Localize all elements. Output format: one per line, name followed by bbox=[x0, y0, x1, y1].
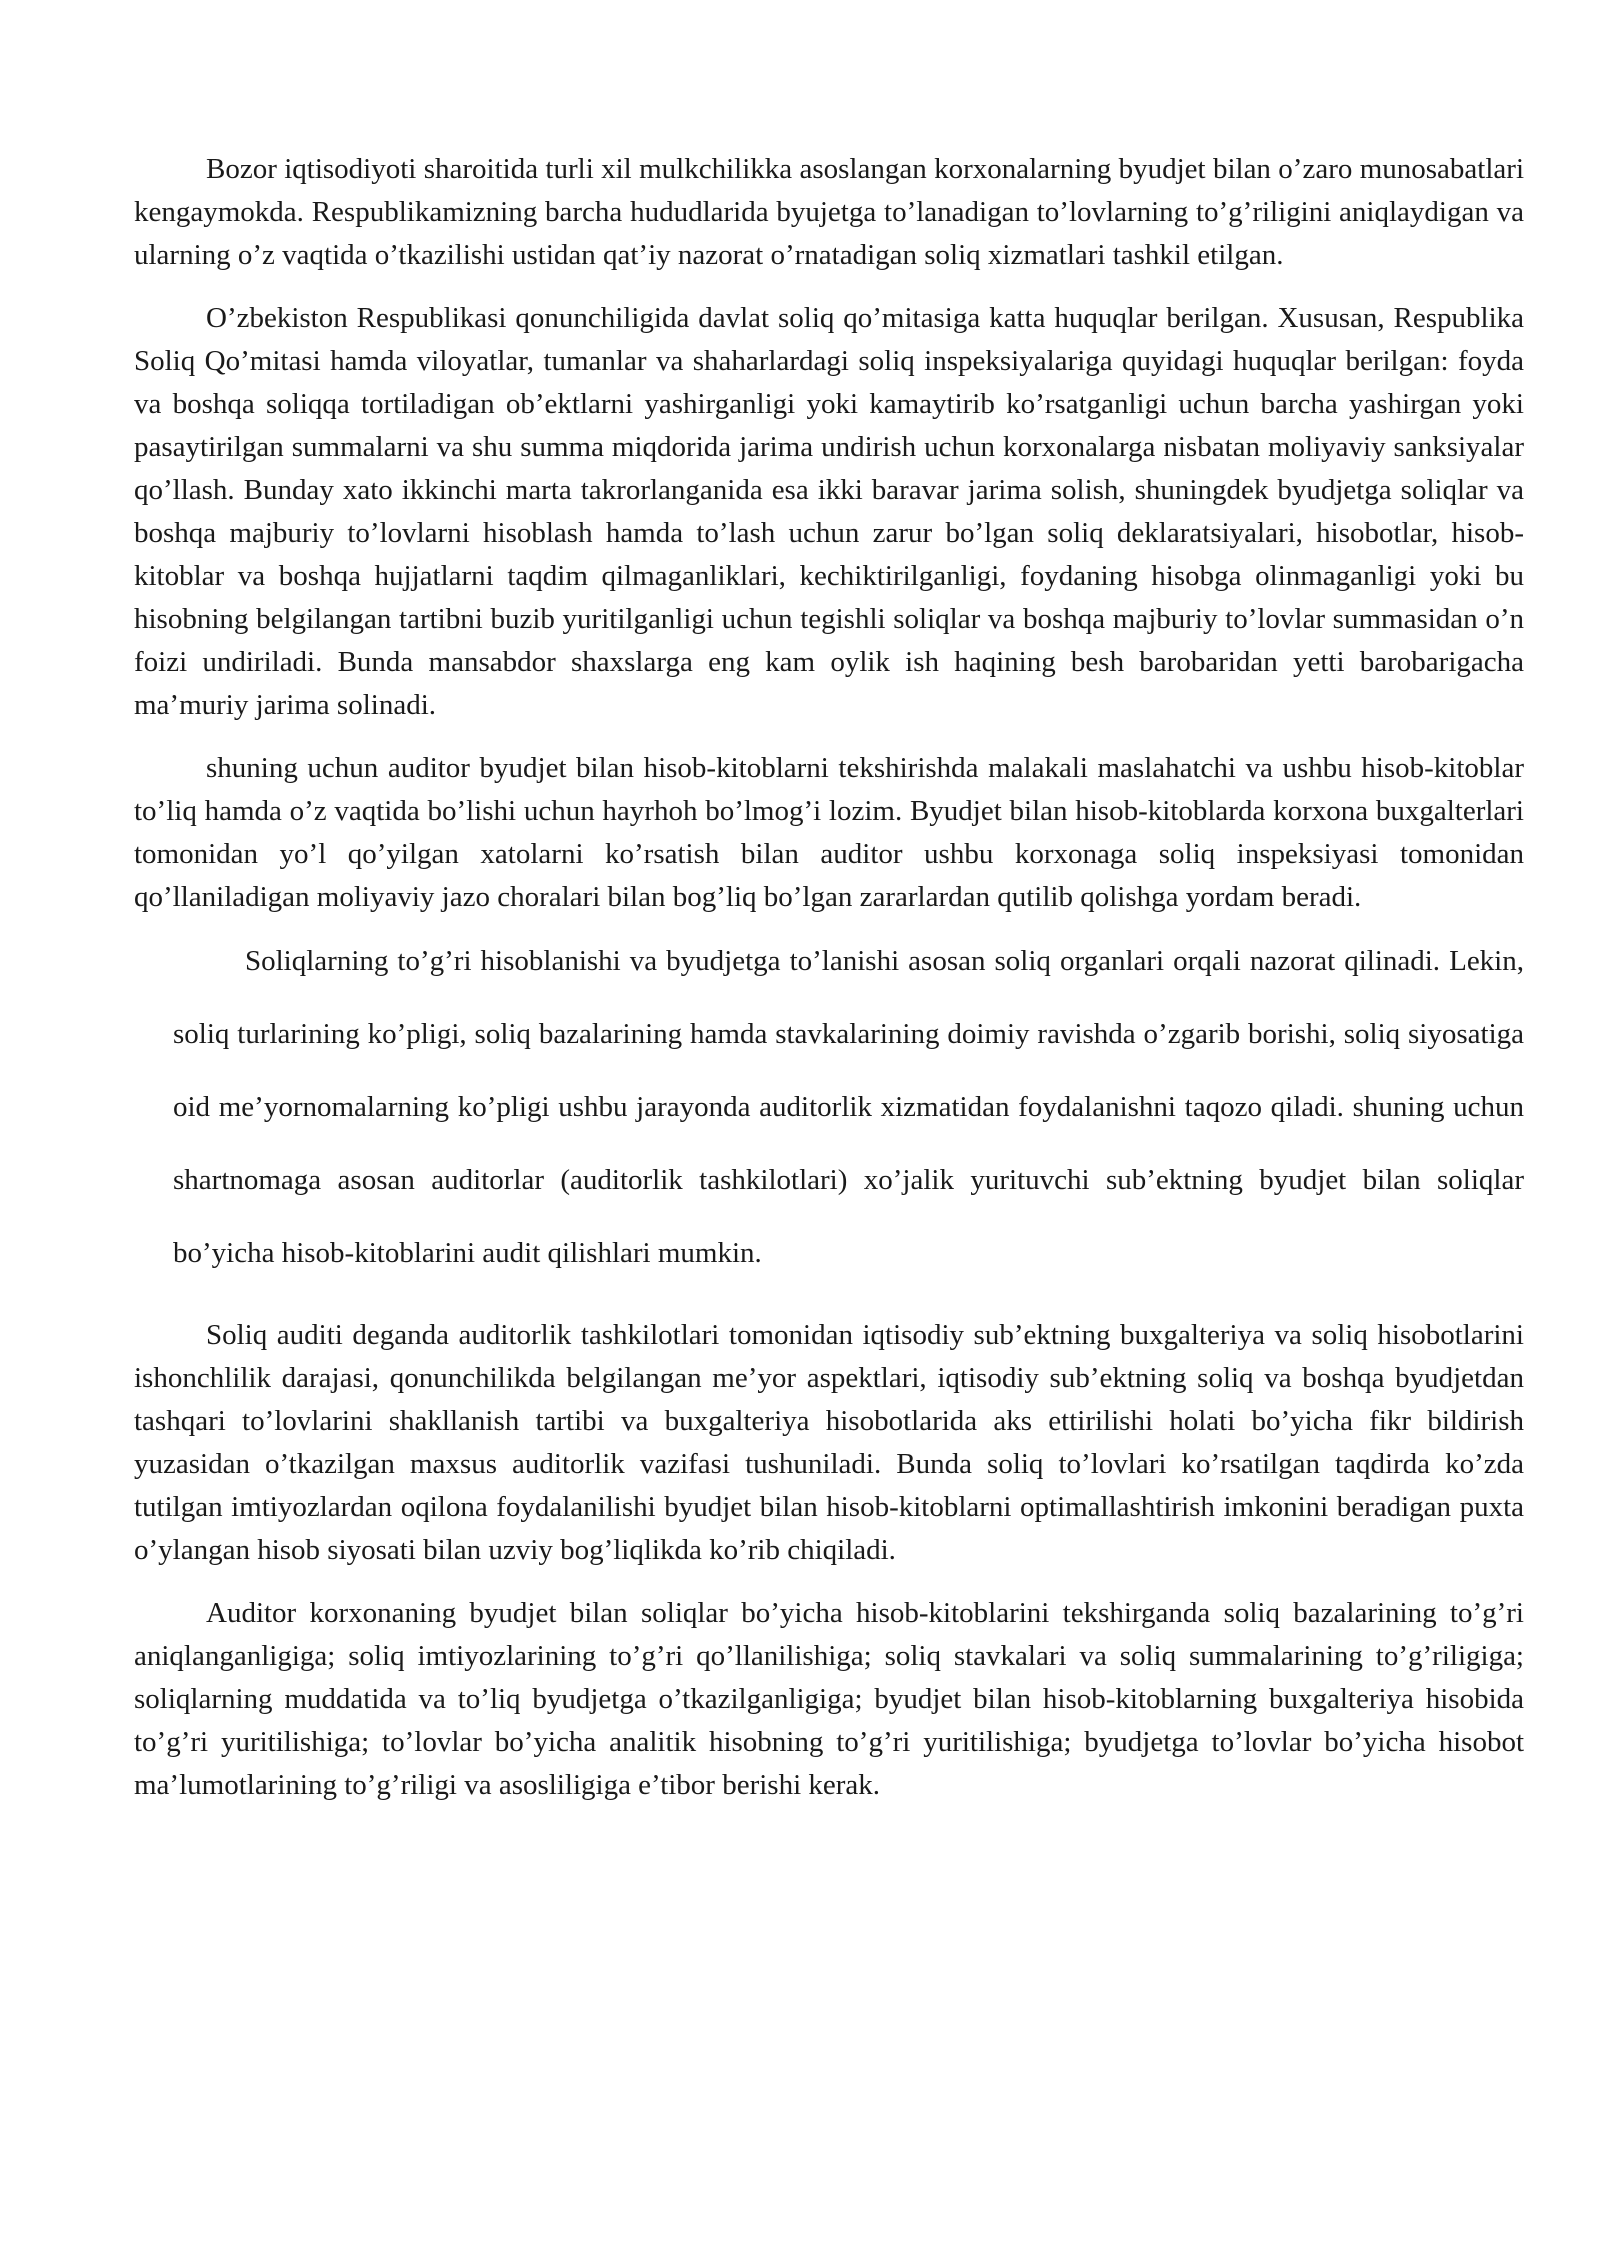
document-body bbox=[134, 148, 1524, 1827]
paragraph-3: shuning uchun auditor byudjet bilan hisob-kitoblarni tekshirishda malakali maslahatchi va ushbu hisob-kitoblar to’liq hamda o’z vaqtida bo’lishi uchun hayrhoh bo’lmog’i lozim. Byudjet bilan hisob-kitoblarda korxona buxgalterlari tomonidan yo’l qo’yilgan xatolarni ko’rsatish bilan auditor ushbu korxonaga soliq inspeksiyasi tomonidan qo’llaniladigan moliyaviy jazo choralari bilan bog’liq bo’lgan zararlardan qutilib qolishga yordam beradi. bbox=[134, 752, 1524, 913]
paragraph-2: O’zbekiston Respublikasi qonunchiligida davlat soliq qo’mitasiga katta huquqlar berilgan. Xususan, Respublika Soliq Qo’mitasi hamda viloyatlar, tumanlar va shaharlardagi soliq inspeksiyalariga quyidagi huquqlar berilgan: foyda va boshqa soliqqa tortiladigan ob’ektlarni yashirganligi yoki kamaytirib ko’rsatganligi uchun barcha yashirgan yoki pasaytirilgan summalarni va shu summa miqdorida jarima undirish uchun korxonalarga nisbatan moliyaviy sanksiyalar qo’llash. Bunday xato ikkinchi marta takrorlanganida esa ikki baravar jarima solish, shuningdek byudjetga soliqlar va boshqa majburiy to’lovlarni hisoblash hamda to’lash uchun zarur bo’lgan soliq deklaratsiyalari, hisobotlar, hisob-kitoblar va boshqa hujjatlarni taqdim qilmaganliklari, kechiktirilganligi, foydaning hisobga olinmaganligi yoki bu hisobning belgilangan tartibni buzib yuritilganligi uchun tegishli soliqlar va boshqa majburiy to’lovlar summasidan o’n foizi undiriladi. Bunda mansabdor shaxslarga eng kam oylik ish haqining besh barobaridan yetti barobarigacha ma’muriy jarima solinadi. bbox=[134, 302, 1524, 721]
paragraph-4: Soliqlarning to’g’ri hisoblanishi va byudjetga to’lanishi asosan soliq organlari orqali nazorat qilinadi. Lekin, soliq turlarining ko’pligi, soliq bazalarining hamda stavkalarining doimiy ravishda o’zgarib borishi, soliq siyosatiga oid me’yornomalarning ko’pligi ushbu jarayonda auditorlik xizmatidan foydalanishni taqozo qiladi. shuning uchun shartnomaga asosan auditorlar (auditorlik tashkilotlari) xo’jalik yurituvchi sub’ektning byudjet bilan soliqlar bo’yicha hisob-kitoblarini audit qilishlari mumkin. bbox=[173, 945, 1524, 1269]
paragraph-5: Soliq auditi deganda auditorlik tashkilotlari tomonidan iqtisodiy sub’ektning buxgalteriya va soliq hisobotlarini ishonchlilik darajasi, qonunchilikda belgilangan me’yor aspektlari, iqtisodiy sub’ektning soliq va boshqa byudjetdan tashqari to’lovlarini shakllanish tartibi va buxgalteriya hisobotlarida aks ettirilishi holati bo’yicha fikr bildirish yuzasidan o’tkazilgan maxsus auditorlik vazifasi tushuniladi. Bunda soliq to’lovlari ko’rsatilgan taqdirda ko’zda tutilgan imtiyozlardan oqilona foydalanilishi byudjet bilan hisob-kitoblarni optimallashtirish imkonini beradigan puxta o’ylangan hisob siyosati bilan uzviy bog’liqlikda ko’rib chiqiladi. bbox=[134, 1319, 1524, 1566]
paragraph-1: Bozor iqtisodiyoti sharoitida turli xil mulkchilikka asoslangan korxonalarning byudjet bilan o’zaro munosabatlari kengaymokda. Respublikamizning barcha hududlarida byujetga to’lanadigan to’lovlarning to’g’riligini aniqlaydigan va ularning o’z vaqtida o’tkazilishi ustidan qat’iy nazorat o’rnatadigan soliq xizmatlari tashkil etilgan. bbox=[134, 153, 1524, 271]
paragraph-6: Auditor korxonaning byudjet bilan soliqlar bo’yicha hisob-kitoblarini tekshirganda soliq bazalarining to’g’ri aniqlanganligiga; soliq imtiyozlarining to’g’ri qo’llanilishiga; soliq stavkalari va soliq summalarining to’g’riligiga; soliqlarning muddatida va to’liq byudjetga o’tkazilganligiga; byudjet bilan hisob-kitoblarning buxgalteriya hisobida to’g’ri yuritilishiga; to’lovlar bo’yicha analitik hisobning to’g’ri yuritilishiga; byudjetga to’lovlar bo’yicha hisobot ma’lumotlarining to’g’riligi va asosliligiga e’tibor berishi kerak. bbox=[134, 1597, 1524, 1801]
